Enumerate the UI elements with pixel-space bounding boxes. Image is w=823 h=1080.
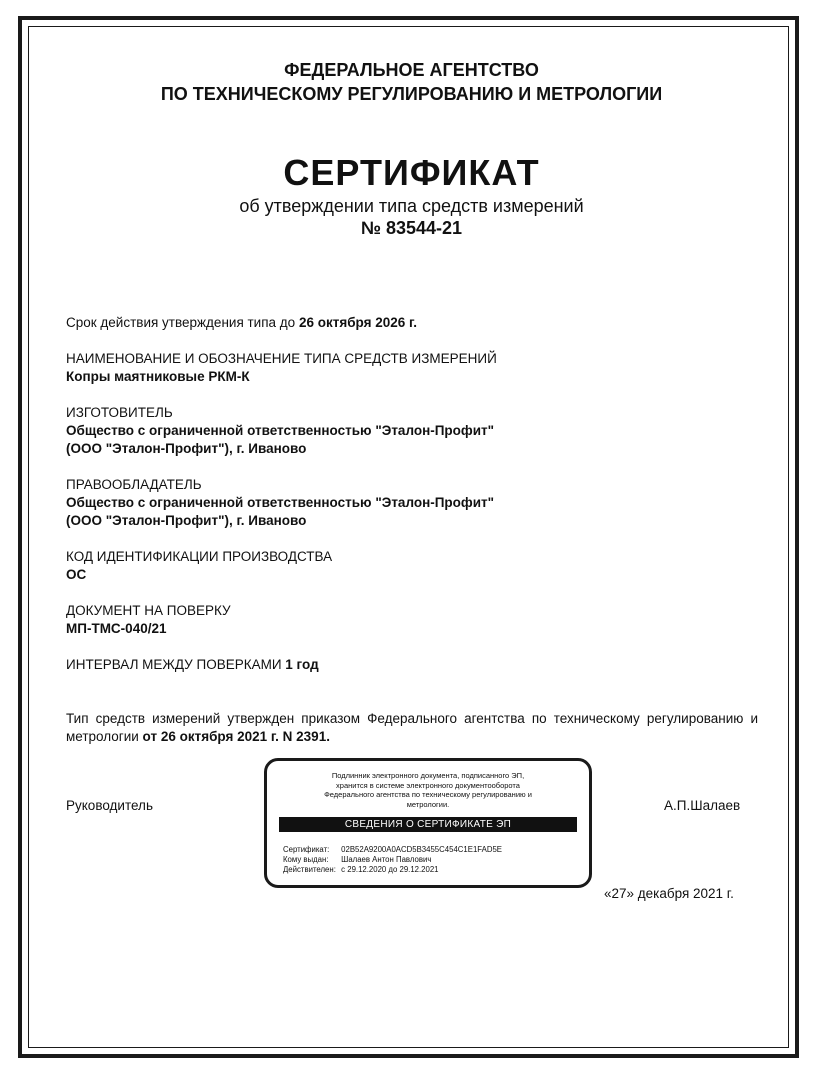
stamp-issued-row bbox=[283, 855, 579, 865]
production-code-label: КОД ИДЕНТИФИКАЦИИ ПРОИЗВОДСТВА bbox=[66, 549, 333, 564]
instrument-value: Копры маятниковые РКМ-К bbox=[66, 369, 250, 384]
stamp-issued-value: Шалаев Антон Павлович bbox=[341, 855, 432, 864]
holder-line-2: (ООО "Эталон-Профит"), г. Иваново bbox=[66, 513, 307, 528]
stamp-cert-value: 02B52A9200A0ACD5B3455C454C1E1FAD5E bbox=[341, 845, 502, 854]
stamp-valid-value: с 29.12.2020 до 29.12.2021 bbox=[341, 865, 439, 874]
verification-doc-section bbox=[66, 602, 766, 638]
stamp-notice-line-2: хранится в системе электронного документооборота bbox=[336, 780, 520, 790]
manufacturer-section bbox=[66, 404, 766, 458]
validity-section bbox=[66, 314, 766, 332]
stamp-notice-line-3: Федерального агентства по техническому регулированию и bbox=[324, 790, 532, 799]
stamp-notice-line-4: метрологии. bbox=[406, 799, 450, 809]
manufacturer-label: ИЗГОТОВИТЕЛЬ bbox=[66, 405, 173, 420]
stamp-valid-label: Действителен: bbox=[283, 865, 336, 874]
manufacturer-line-2: (ООО "Эталон-Профит"), г. Иваново bbox=[66, 441, 307, 456]
certificate-number: № 83544-21 bbox=[360, 218, 463, 238]
holder-label: ПРАВООБЛАДАТЕЛЬ bbox=[66, 477, 202, 492]
stamp-header-bar: СВЕДЕНИЯ О СЕРТИФИКАТЕ ЭП bbox=[279, 817, 577, 832]
interval-value: 1 год bbox=[285, 657, 319, 672]
stamp-cert-row bbox=[283, 845, 579, 855]
holder-section bbox=[66, 476, 766, 530]
stamp-valid-row bbox=[283, 865, 579, 875]
verification-doc-value: МП-ТМС-040/21 bbox=[66, 621, 167, 636]
production-code-value: ОС bbox=[66, 567, 87, 582]
approval-text: Тип средств измерений утвержден приказом Федерального агентства по техническому регулированию и метрологии bbox=[66, 711, 758, 744]
agency-line-2: ПО ТЕХНИЧЕСКОМУ РЕГУЛИРОВАНИЮ И МЕТРОЛОГИИ bbox=[160, 84, 663, 104]
approval-order: от 26 октября 2021 г. N 2391. bbox=[142, 729, 330, 744]
signatory-name: А.П.Шалаев bbox=[664, 798, 741, 813]
stamp-issued-label: Кому выдан: bbox=[283, 855, 329, 864]
certificate-subtitle: об утверждении типа средств измерений bbox=[239, 196, 584, 216]
signature-date: «27» декабря 2021 г. bbox=[604, 886, 734, 901]
instrument-label: НАИМЕНОВАНИЕ И ОБОЗНАЧЕНИЕ ТИПА СРЕДСТВ ИЗМЕРЕНИЙ bbox=[66, 351, 497, 366]
interval-label: ИНТЕРВАЛ МЕЖДУ ПОВЕРКАМИ bbox=[66, 657, 286, 672]
agency-line-1: ФЕДЕРАЛЬНОЕ АГЕНТСТВО bbox=[284, 60, 539, 80]
stamp-cert-label: Сертификат: bbox=[283, 845, 330, 854]
stamp-notice bbox=[277, 771, 579, 809]
holder-line-1: Общество с ограниченной ответственностью "Эталон-Профит" bbox=[66, 495, 495, 510]
certificate-title: СЕРТИФИКАТ bbox=[283, 152, 540, 193]
stamp-notice-line-1: Подлинник электронного документа, подписанного ЭП, bbox=[331, 771, 525, 780]
production-code-section bbox=[66, 548, 766, 584]
approval-section bbox=[66, 710, 758, 746]
verification-doc-label: ДОКУМЕНТ НА ПОВЕРКУ bbox=[66, 603, 231, 618]
e-signature-stamp bbox=[264, 758, 592, 888]
stamp-certificate-info bbox=[283, 845, 579, 875]
manufacturer-line-1: Общество с ограниченной ответственностью "Эталон-Профит" bbox=[66, 423, 495, 438]
instrument-section bbox=[66, 350, 766, 386]
signatory-role: Руководитель bbox=[66, 798, 153, 813]
agency-name bbox=[0, 58, 823, 106]
validity-value: 26 октября 2026 г. bbox=[298, 315, 418, 330]
validity-label: Срок действия утверждения типа до bbox=[66, 315, 299, 330]
interval-section bbox=[66, 656, 766, 674]
